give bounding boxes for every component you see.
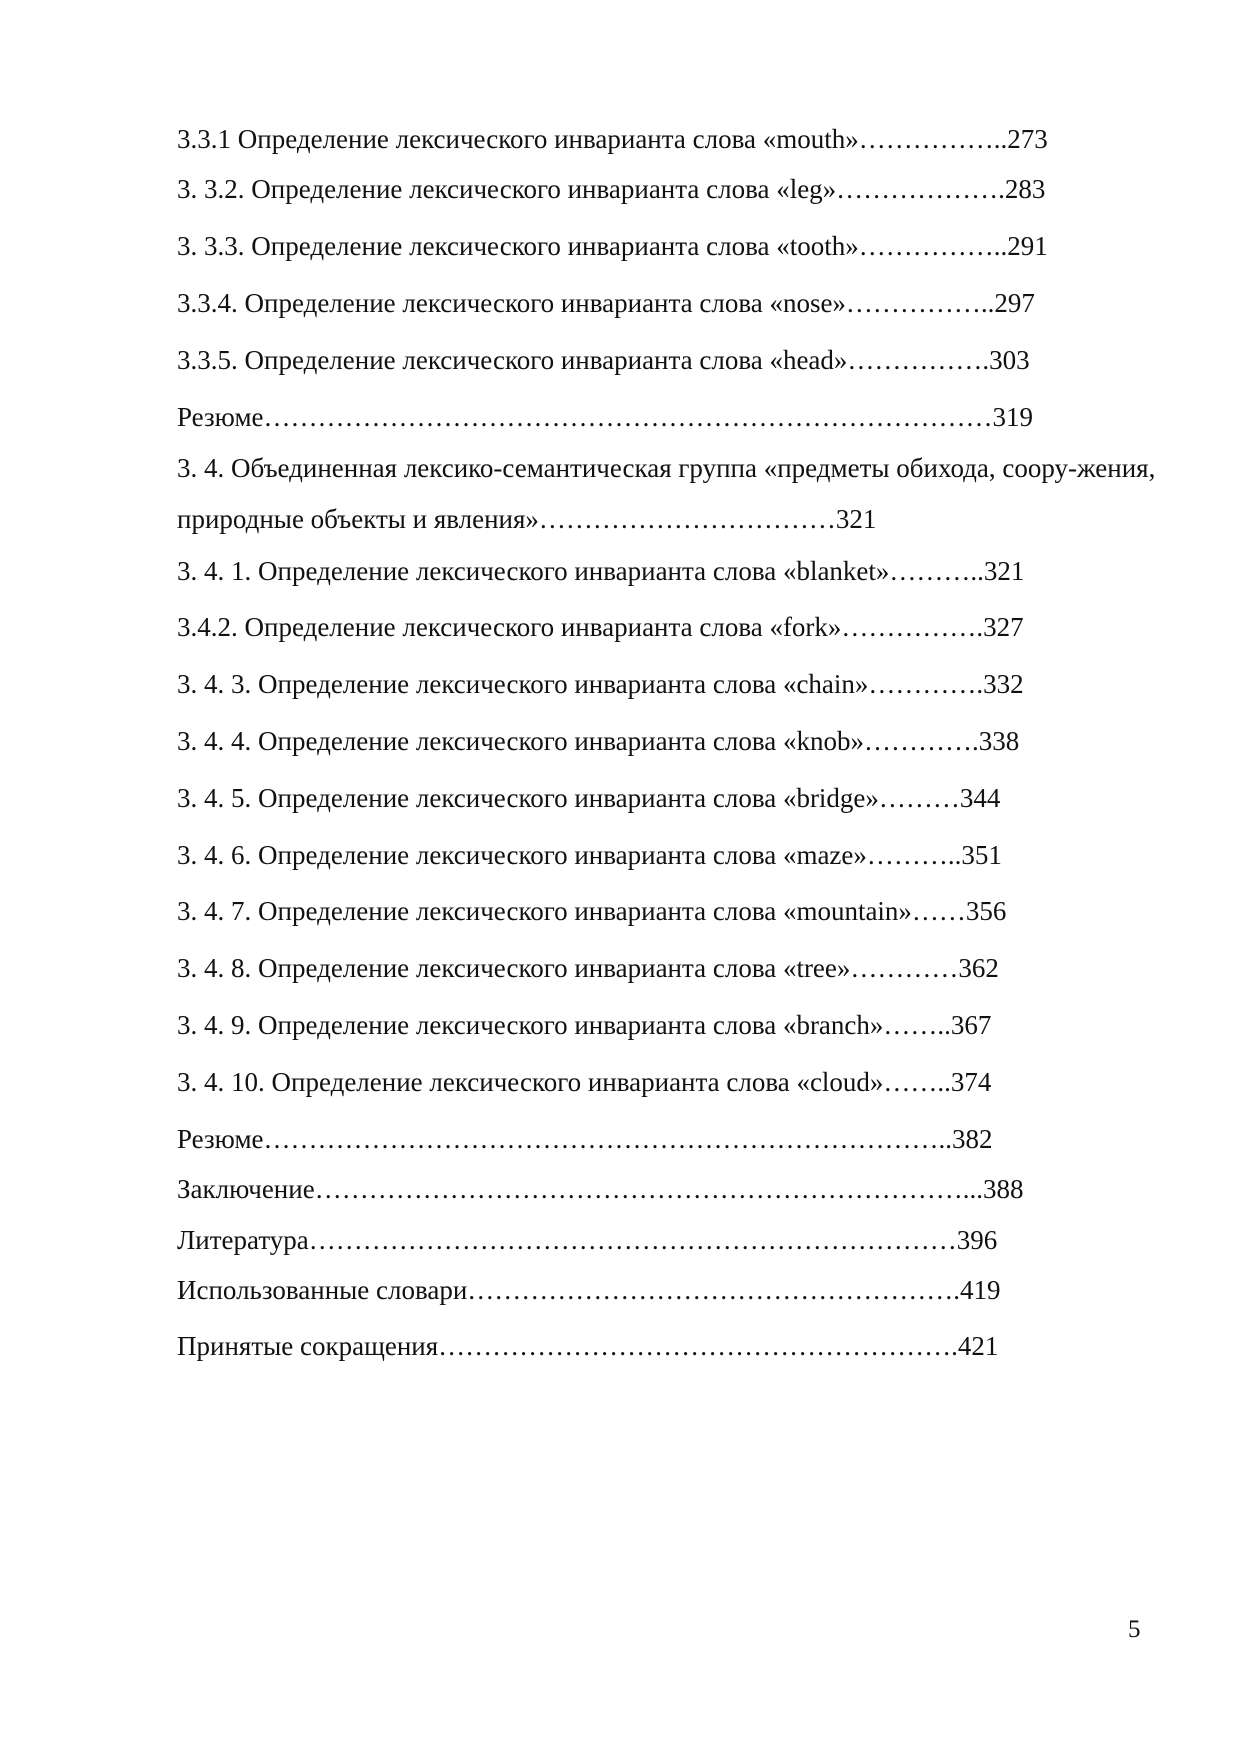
toc-entry: 3. 4. 4. Определение лексического инварианта слова «knob»………….338 <box>177 726 1020 756</box>
toc-entry: 3. 4. 7. Определение лексического инварианта слова «mountain»……356 <box>177 896 1007 926</box>
toc-entry: 3. 4. 5. Определение лексического инварианта слова «bridge»………344 <box>177 783 1001 813</box>
toc-entry: 3.3.1 Определение лексического инварианта слова «mouth»……………..273 <box>177 124 1048 154</box>
toc-entry: 3. 4. 9. Определение лексического инварианта слова «branch»……..367 <box>177 1010 992 1040</box>
toc-entry: 3. 4. 10. Определение лексического инварианта слова «cloud»……..374 <box>177 1067 992 1097</box>
toc-entry: 3. 4. 8. Определение лексического инварианта слова «tree»…………362 <box>177 953 999 983</box>
toc-entry: 3. 4. 3. Определение лексического инварианта слова «chain»………….332 <box>177 669 1024 699</box>
page-number: 5 <box>1128 1616 1141 1643</box>
toc-entry: 3.3.5. Определение лексического инварианта слова «head»…………….303 <box>177 345 1030 375</box>
toc-entry: 3. 3.3. Определение лексического инварианта слова «tooth»……………..291 <box>177 231 1048 261</box>
toc-entry: 3. 4. 6. Определение лексического инварианта слова «maze»………..351 <box>177 840 1002 870</box>
toc-entry: 3.4.2. Определение лексического инварианта слова «fork»…………….327 <box>177 612 1024 642</box>
toc-entry: 3. 4. 1. Определение лексического инварианта слова «blanket»………..321 <box>177 556 1025 586</box>
toc-entry: Резюме…………………………………………………………………..382 <box>177 1124 993 1154</box>
toc-entry: 3.3.4. Определение лексического инварианта слова «nose»……………..297 <box>177 288 1035 318</box>
toc-entry: Литература………………………………………………………………396 <box>177 1225 998 1255</box>
toc-entry: Резюме………………………………………………………………………319 <box>177 402 1034 432</box>
toc-entry: Использованные словари……………………………………………….419 <box>177 1275 1001 1305</box>
toc-entry-section-3-4: 3. 4. Объединенная лексико-семантическая группа «предметы обихода, соору-жения, природные объекты и явления»……………………………321 <box>177 453 1156 534</box>
toc-entry: Принятые сокращения………………………………………………….421 <box>177 1331 999 1361</box>
toc-entry: 3. 3.2. Определение лексического инварианта слова «leg»……………….283 <box>177 174 1046 204</box>
toc-entry: Заключение………………………………………………………………...388 <box>177 1174 1024 1204</box>
